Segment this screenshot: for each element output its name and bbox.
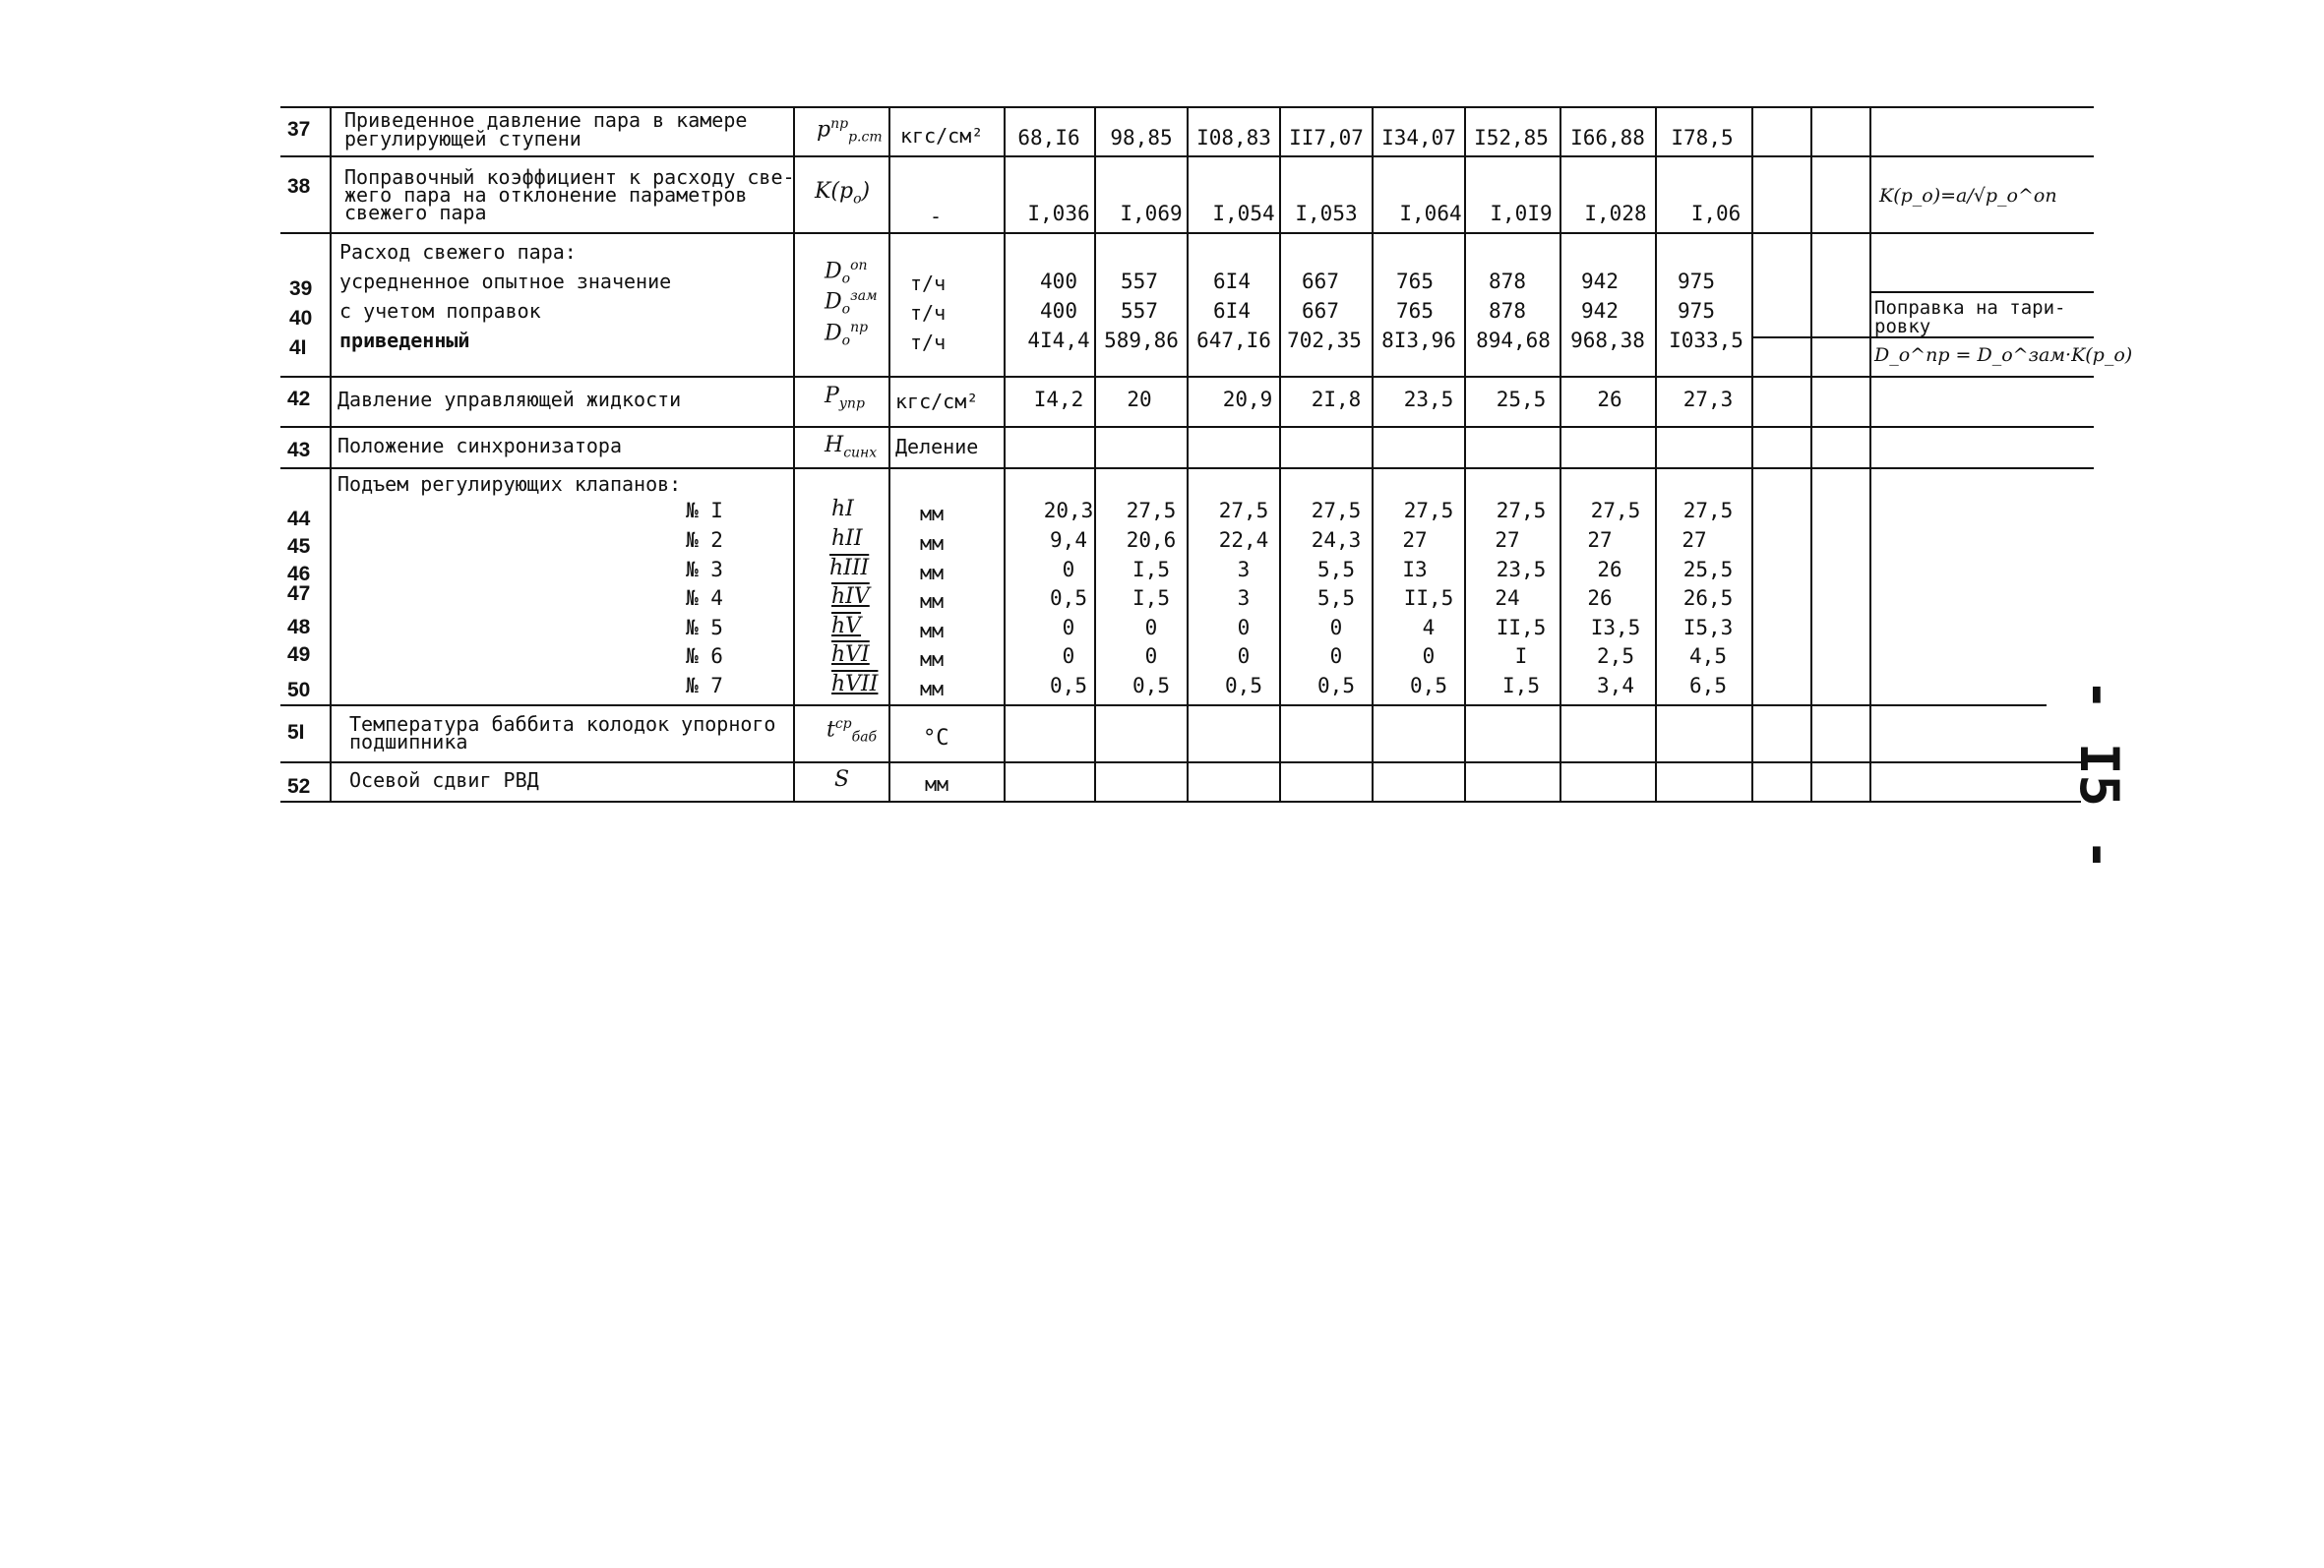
value-cell: 942	[1581, 299, 1619, 323]
value-cell: 23,5	[1403, 388, 1454, 411]
row-unit: т/ч	[910, 331, 947, 354]
row-description: регулирующей ступени	[344, 127, 581, 151]
row-symbol: $D_o^{пр}$	[825, 320, 869, 349]
value-cell: I,064	[1399, 202, 1462, 225]
formula-note: K(p_o)=a/√p_o^оп	[1879, 185, 2057, 207]
value-cell: 6,5	[1689, 674, 1727, 697]
row-unit: °C	[923, 726, 949, 751]
value-cell: I,5	[1132, 586, 1170, 610]
value-cell: 0	[1062, 616, 1075, 639]
value-cell: I34,07	[1381, 126, 1456, 150]
value-cell: 0,5	[1050, 586, 1087, 610]
row-unit: кгс/см²	[895, 390, 979, 413]
value-cell: 0	[1329, 616, 1343, 639]
value-cell: 6I4	[1213, 270, 1251, 293]
row-number: 39	[289, 277, 313, 300]
row-symbol: $K(p_o)$	[815, 179, 871, 208]
row-symbol: hVII	[831, 672, 879, 696]
group-heading: Расход свежего пара:	[339, 240, 577, 264]
value-cell: 0	[1237, 644, 1251, 668]
row-number: 44	[287, 508, 311, 530]
value-cell: 27,5	[1403, 499, 1454, 522]
row-number: 50	[287, 679, 311, 701]
value-cell: I,5	[1502, 674, 1540, 697]
value-cell: 4	[1422, 616, 1436, 639]
value-cell: 0,5	[1410, 674, 1447, 697]
value-cell: 3	[1237, 586, 1251, 610]
value-cell: I,5	[1132, 558, 1170, 581]
value-cell: 647,I6	[1196, 329, 1271, 352]
value-cell: II,5	[1403, 586, 1454, 610]
col-rule-e1	[1810, 106, 1812, 801]
value-cell: I,06	[1690, 202, 1742, 225]
value-cell: 24	[1495, 586, 1520, 610]
value-cell: 0	[1062, 558, 1075, 581]
value-cell: I08,83	[1196, 126, 1271, 150]
row-description: жего пара на отклонение параметров	[344, 183, 748, 207]
row-description: с учетом поправок	[339, 299, 541, 323]
value-cell: 27,5	[1496, 499, 1547, 522]
value-cell: 4I4,4	[1027, 329, 1090, 352]
row-number: 52	[287, 775, 311, 798]
value-cell: 26	[1587, 586, 1613, 610]
row-symbol: $p^{пр}_{р.ст}$	[817, 116, 883, 146]
value-cell: I66,88	[1570, 126, 1645, 150]
value-cell: 27	[1682, 528, 1707, 552]
row-number: 40	[289, 307, 313, 330]
value-cell: I	[1514, 644, 1528, 668]
row-unit: мм	[920, 589, 945, 613]
value-cell: 0	[1062, 644, 1075, 668]
row-unit: т/ч	[910, 301, 947, 325]
valve-label: № 2	[686, 528, 723, 552]
row-number: 37	[287, 118, 311, 141]
row-symbol: $D_o^{оп}$	[825, 258, 868, 287]
value-cell: 20	[1127, 388, 1152, 411]
value-cell: II7,07	[1289, 126, 1364, 150]
value-cell: 0	[1422, 644, 1436, 668]
valve-label: № 7	[686, 674, 723, 697]
value-cell: 5,5	[1317, 558, 1355, 581]
row-symbol: hVI	[831, 642, 870, 667]
row-symbol: $H_{синх}$	[825, 433, 878, 461]
value-cell: 589,86	[1104, 329, 1179, 352]
rule-50-51	[280, 704, 2047, 706]
value-cell: 27,5	[1126, 499, 1177, 522]
value-cell: 20,6	[1126, 528, 1177, 552]
calibration-note: Поправка на тари-ровку	[1874, 297, 2066, 337]
value-cell: 20,3	[1043, 499, 1094, 522]
row-description: Приведенное давление пара в камере	[344, 108, 748, 132]
row-unit: мм	[920, 619, 945, 642]
value-cell: 878	[1489, 270, 1526, 293]
row-number: 45	[287, 535, 311, 558]
value-cell: 878	[1489, 299, 1526, 323]
row-unit: мм	[920, 677, 945, 700]
col-rule-unit	[1004, 106, 1006, 801]
value-cell: 27,5	[1590, 499, 1641, 522]
row-symbol: hIII	[829, 556, 870, 580]
row-unit: кгс/см²	[900, 124, 984, 148]
valve-label: № 6	[686, 644, 723, 668]
row-description: Давление управляющей жидкости	[337, 388, 682, 411]
row-number: 49	[287, 643, 311, 666]
row-number: 5I	[287, 721, 305, 744]
value-cell: 24,3	[1311, 528, 1362, 552]
value-cell: 27,5	[1218, 499, 1269, 522]
value-cell: 68,I6	[1017, 126, 1080, 150]
row-unit: Деление	[895, 435, 979, 458]
value-cell: 27	[1495, 528, 1520, 552]
formula-note: D_o^пр = D_o^зам·K(p_o)	[1874, 344, 2133, 366]
row-unit: -	[930, 205, 943, 228]
value-cell: 25,5	[1682, 558, 1734, 581]
value-cell: 27	[1402, 528, 1428, 552]
value-cell: 975	[1678, 270, 1715, 293]
row-description: приведенный	[339, 329, 470, 352]
row-description: подшипника	[349, 730, 468, 754]
value-cell: I3	[1402, 558, 1428, 581]
value-cell: 3	[1237, 558, 1251, 581]
value-cell: I,053	[1295, 202, 1358, 225]
group-heading: Подъем регулирующих клапанов:	[337, 472, 682, 496]
value-cell: 4,5	[1689, 644, 1727, 668]
row-description: Осевой сдвиг РВД	[349, 768, 539, 792]
value-cell: 400	[1040, 299, 1077, 323]
value-cell: 0	[1144, 616, 1158, 639]
row-symbol: hII	[831, 526, 863, 551]
value-cell: 667	[1302, 270, 1339, 293]
value-cell: II,5	[1496, 616, 1547, 639]
value-cell: 765	[1396, 299, 1434, 323]
value-cell: I52,85	[1474, 126, 1549, 150]
row-unit: мм	[920, 531, 945, 555]
page-number: - I5 -	[2068, 679, 2130, 872]
value-cell: 26	[1597, 388, 1622, 411]
value-cell: 27	[1587, 528, 1613, 552]
col-rule-e2	[1869, 106, 1871, 801]
value-cell: I,054	[1212, 202, 1275, 225]
value-cell: 23,5	[1496, 558, 1547, 581]
row-description: свежего пара	[344, 201, 487, 224]
value-cell: I,0I9	[1490, 202, 1553, 225]
value-cell: 22,4	[1218, 528, 1269, 552]
col-rule-desc	[793, 106, 795, 801]
value-cell: 894,68	[1476, 329, 1551, 352]
value-cell: I78,5	[1671, 126, 1734, 150]
row-description: Положение синхронизатора	[337, 434, 622, 457]
value-cell: 0	[1237, 616, 1251, 639]
value-cell: 8I3,96	[1381, 329, 1456, 352]
value-cell: 27,3	[1682, 388, 1734, 411]
row-number: 47	[287, 582, 311, 605]
value-cell: 0,5	[1050, 674, 1087, 697]
value-cell: 20,9	[1222, 388, 1273, 411]
value-cell: I3,5	[1590, 616, 1641, 639]
value-cell: 0,5	[1225, 674, 1262, 697]
row-symbol: hIV	[831, 584, 870, 609]
value-cell: 6I4	[1213, 299, 1251, 323]
value-cell: 0,5	[1132, 674, 1170, 697]
row-description: Температура баббита колодок упорного	[349, 712, 776, 736]
valve-label: № 4	[686, 586, 723, 610]
valve-label: № 5	[686, 616, 723, 639]
row-unit: т/ч	[910, 271, 947, 295]
value-cell: I033,5	[1669, 329, 1743, 352]
row-number: 38	[287, 175, 311, 198]
row-description: усредненное опытное значение	[339, 270, 672, 293]
value-cell: 557	[1121, 270, 1158, 293]
value-cell: 942	[1581, 270, 1619, 293]
col-rule-num	[330, 106, 332, 801]
value-cell: 765	[1396, 270, 1434, 293]
value-cell: 27,5	[1311, 499, 1362, 522]
row-unit: мм	[920, 561, 945, 584]
value-cell: I,028	[1584, 202, 1647, 225]
row-number: 48	[287, 616, 311, 638]
value-cell: I4,2	[1033, 388, 1084, 411]
value-cell: I5,3	[1682, 616, 1734, 639]
value-cell: 3,4	[1597, 674, 1634, 697]
row-symbol: $t^{ср}_{баб}$	[826, 716, 878, 746]
value-cell: 98,85	[1110, 126, 1173, 150]
value-cell: 0	[1144, 644, 1158, 668]
value-cell: 968,38	[1570, 329, 1645, 352]
value-cell: 667	[1302, 299, 1339, 323]
value-cell: 26	[1597, 558, 1622, 581]
value-cell: 25,5	[1496, 388, 1547, 411]
value-cell: 702,35	[1287, 329, 1362, 352]
value-cell: 0,5	[1317, 674, 1355, 697]
row-number: 4I	[289, 336, 307, 359]
rule-note-39	[1869, 291, 2094, 293]
value-cell: 2I,8	[1311, 388, 1362, 411]
valve-label: № I	[686, 499, 723, 522]
row-symbol: $D_o^{зам}$	[825, 288, 878, 318]
value-cell: 400	[1040, 270, 1077, 293]
value-cell: 975	[1678, 299, 1715, 323]
row-unit: мм	[925, 772, 949, 796]
col-rule-sym	[888, 106, 890, 801]
value-cell: 2,5	[1597, 644, 1634, 668]
value-cell: 5,5	[1317, 586, 1355, 610]
row-number: 43	[287, 439, 311, 461]
row-symbol: hV	[831, 614, 862, 638]
row-description: Поправочный коэффициент к расходу све-	[344, 165, 795, 189]
value-cell: 27,5	[1682, 499, 1734, 522]
row-symbol: $P_{упр}$	[825, 384, 865, 412]
value-cell: 0	[1329, 644, 1343, 668]
rule-bottom	[280, 801, 2081, 803]
row-unit: мм	[920, 647, 945, 671]
row-number: 42	[287, 388, 311, 410]
row-symbol: S	[834, 767, 850, 792]
row-symbol: hI	[831, 497, 854, 521]
value-cell: I,069	[1120, 202, 1183, 225]
value-cell: 9,4	[1050, 528, 1087, 552]
value-cell: 26,5	[1682, 586, 1734, 610]
row-unit: мм	[920, 502, 945, 525]
valve-label: № 3	[686, 558, 723, 581]
value-cell: 557	[1121, 299, 1158, 323]
value-cell: I,036	[1027, 202, 1090, 225]
row-number: 46	[287, 563, 311, 585]
